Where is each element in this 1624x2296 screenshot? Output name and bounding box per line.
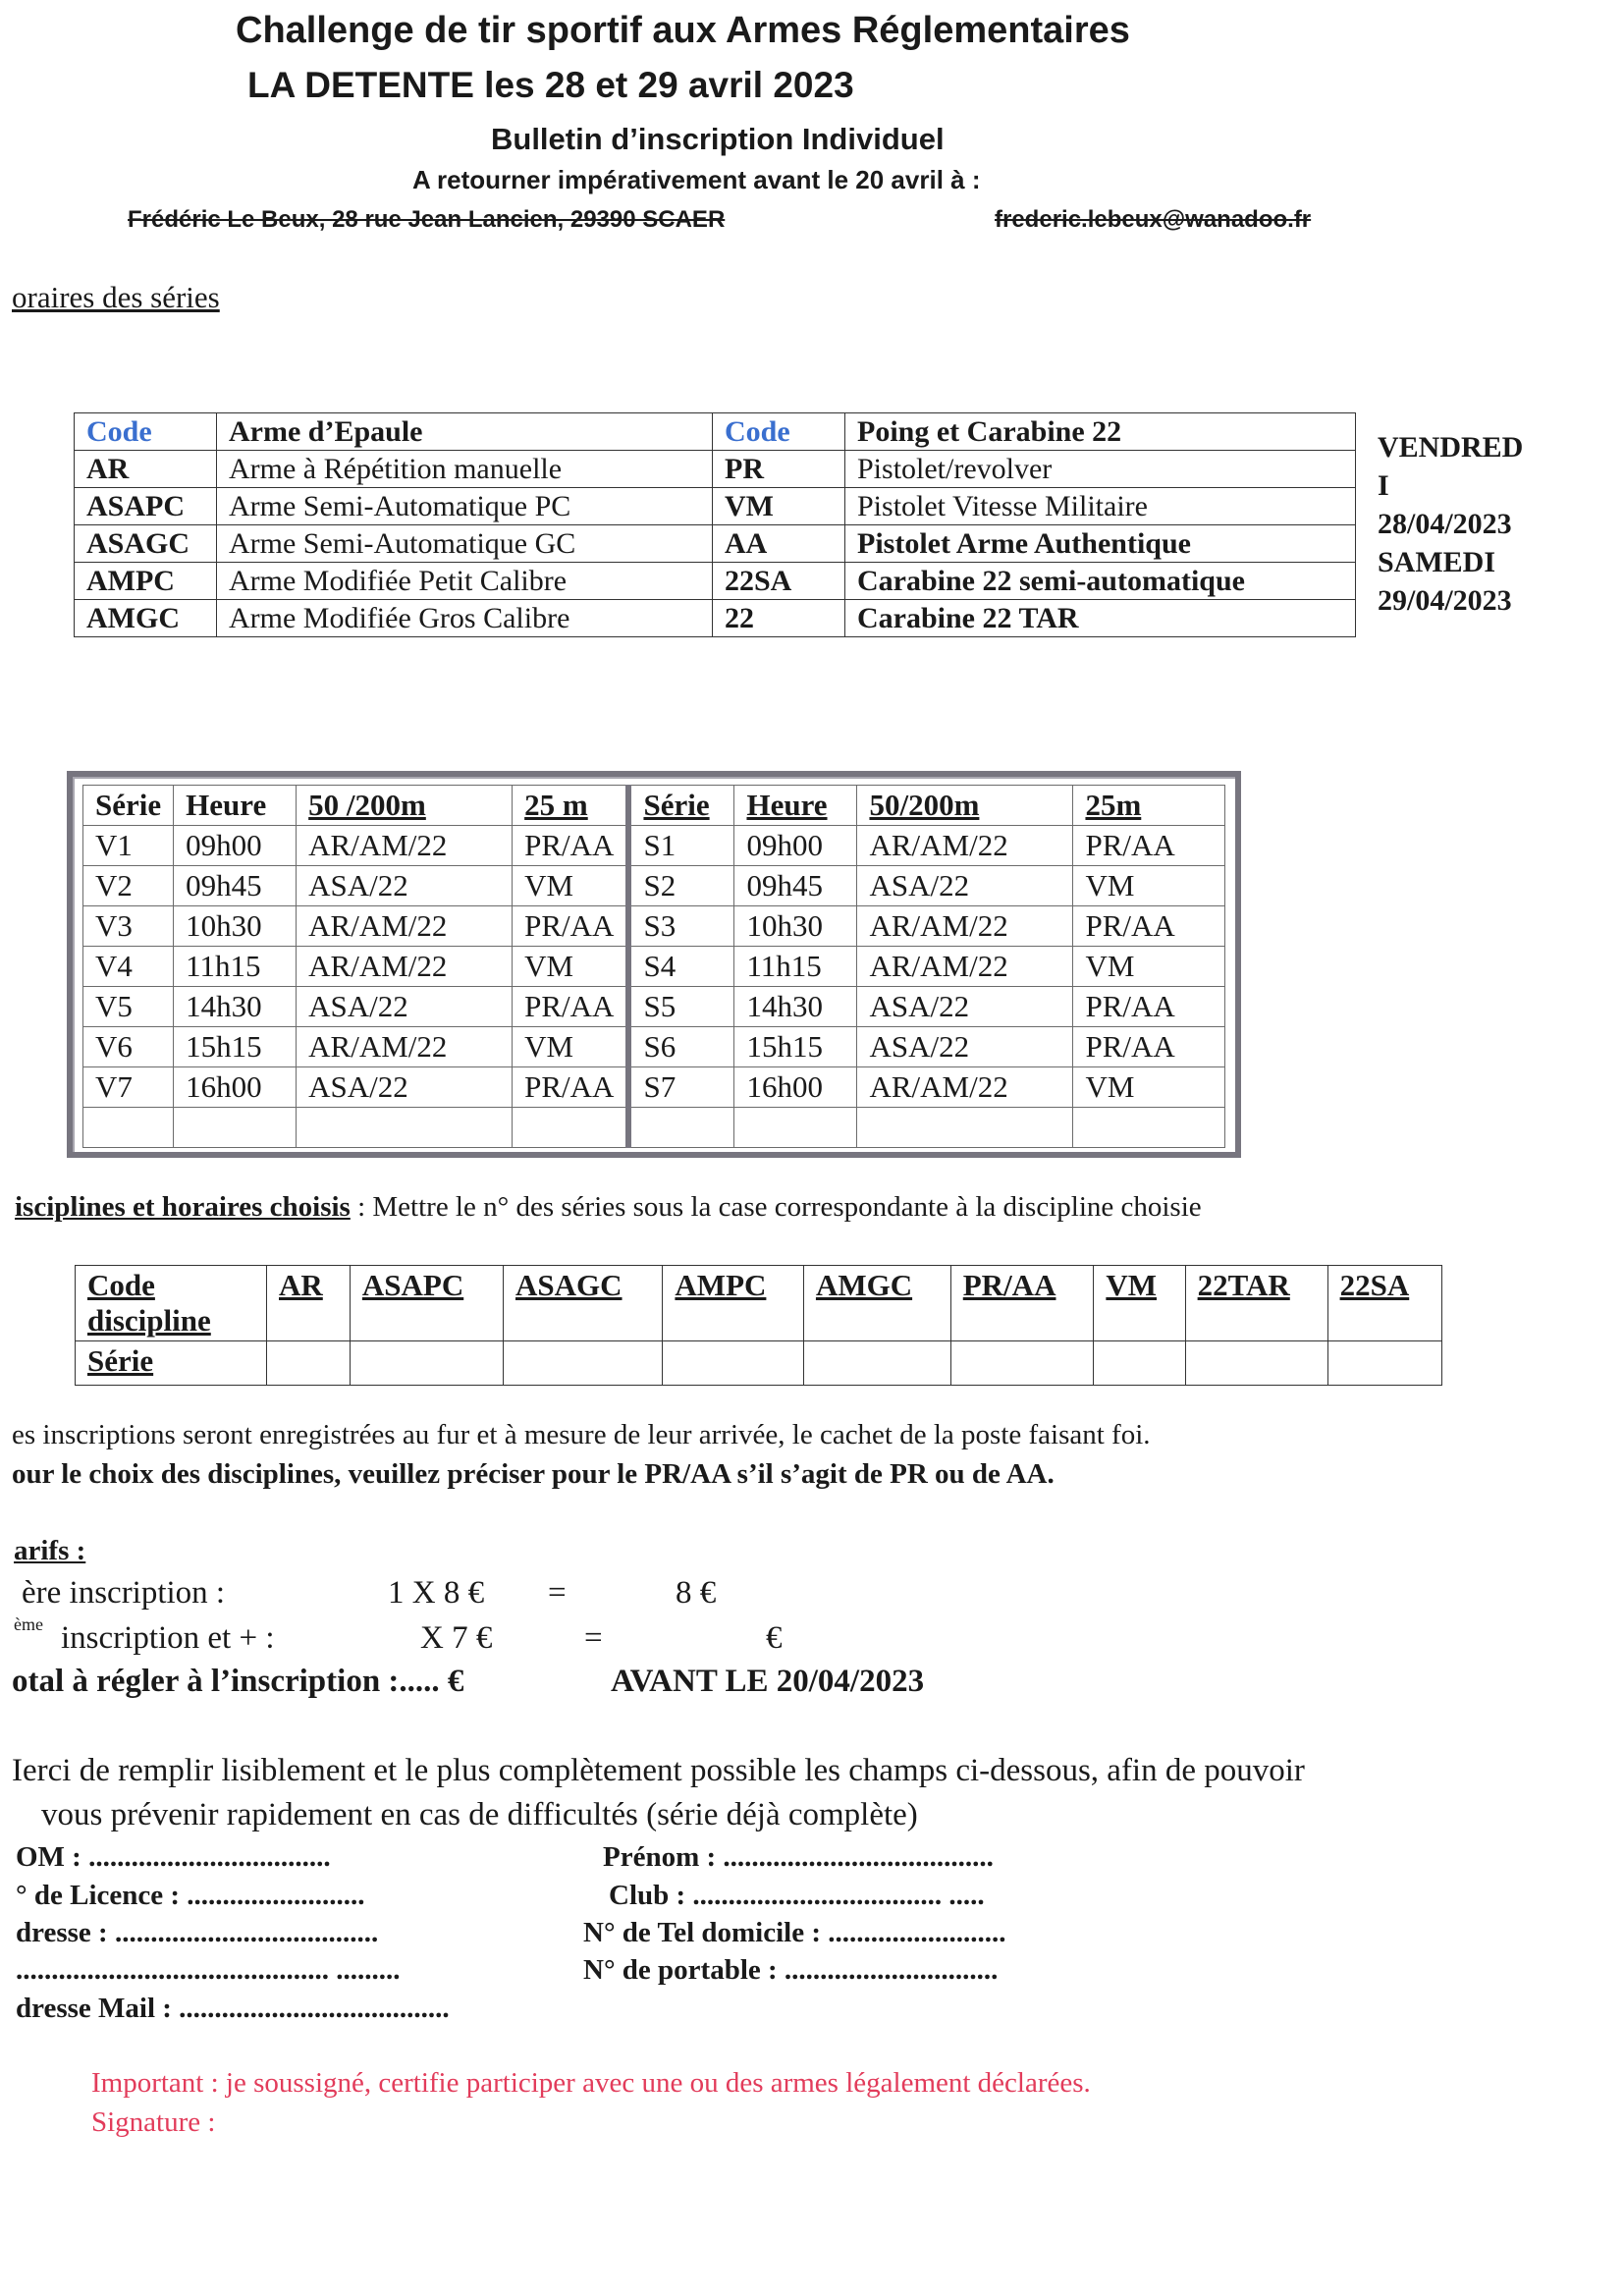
table-row: V1 09h00 AR/AM/22 PR/AA S1 09h00 AR/AM/22 PR/AA bbox=[83, 826, 1225, 866]
organizer-email: frederic.lebeux@wanadoo.fr bbox=[995, 206, 1312, 233]
weapon-cell: Carabine 22 semi-automatique bbox=[845, 563, 1356, 600]
table-row: V4 11h15 AR/AM/22 VM S4 11h15 AR/AM/22 VM bbox=[83, 947, 1225, 987]
tarif-row-1-result: 8 € bbox=[676, 1575, 717, 1611]
serie-input-ampc[interactable] bbox=[663, 1341, 804, 1386]
day-text: I bbox=[1378, 469, 1389, 502]
code-cell: 22 bbox=[713, 600, 845, 637]
tarif-row-1-label: ère inscription : bbox=[22, 1575, 226, 1611]
code-cell: AMPC bbox=[75, 563, 217, 600]
nom-field[interactable]: OM : .................................. bbox=[16, 1841, 331, 1873]
tarif-row-2-calc: X 7 € bbox=[420, 1620, 493, 1656]
code-cell: PR bbox=[713, 451, 845, 488]
weapon-cell: Arme à Répétition manuelle bbox=[217, 451, 713, 488]
tarifs-heading: arifs : bbox=[14, 1535, 86, 1566]
table-header: 25m bbox=[1073, 786, 1225, 826]
tel-domicile-field[interactable]: N° de Tel domicile : ......................... bbox=[583, 1917, 1006, 1948]
portable-field[interactable]: N° de portable : .............................. bbox=[583, 1954, 999, 1986]
organizer-address: Frédéric Le Beux, 28 rue Jean Lancien, 29390 SCAER bbox=[128, 206, 726, 233]
prenom-field[interactable]: Prénom : ...................................... bbox=[603, 1841, 994, 1873]
title-line-2: LA DETENTE les 28 et 29 avril 2023 bbox=[247, 65, 854, 105]
code-cell: AA bbox=[713, 525, 845, 563]
weapon-cell: Arme Semi-Automatique GC bbox=[217, 525, 713, 563]
tarif-row-2-sup: ème bbox=[14, 1614, 43, 1634]
code-cell: VM bbox=[713, 488, 845, 525]
serie-label: Série bbox=[76, 1341, 267, 1386]
total-line: otal à régler à l’inscription :..... € bbox=[12, 1664, 464, 1699]
tarif-row-2-eq: = bbox=[584, 1620, 603, 1656]
table-row bbox=[75, 525, 1356, 563]
table-row: V7 16h00 ASA/22 PR/AA S7 16h00 AR/AM/22 VM bbox=[83, 1067, 1225, 1108]
disciplines-line bbox=[15, 1191, 1202, 1224]
table-row bbox=[75, 600, 1356, 637]
serie-input-asagc[interactable] bbox=[504, 1341, 663, 1386]
day-text: VENDRED bbox=[1378, 431, 1524, 464]
signature-label: Signature : bbox=[91, 2106, 216, 2138]
discipline-header: AR bbox=[267, 1266, 351, 1341]
tarif-row-1-calc: 1 X 8 € bbox=[388, 1575, 485, 1611]
table-header: Arme d’Epaule bbox=[217, 413, 713, 451]
schedule-frame bbox=[67, 771, 1241, 1158]
table-row: V2 09h45 ASA/22 VM S2 09h45 ASA/22 VM bbox=[83, 866, 1225, 906]
licence-field[interactable]: ° de Licence : ......................... bbox=[16, 1880, 365, 1911]
weapon-codes-table bbox=[74, 412, 1356, 637]
code-cell: ASAPC bbox=[75, 488, 217, 525]
table-header: Série bbox=[83, 786, 174, 826]
disciplines-instruction: : Mettre le n° des séries sous la case correspondante à la discipline choisie bbox=[357, 1191, 1202, 1223]
discipline-header: 22SA bbox=[1327, 1266, 1441, 1341]
weapon-cell: Arme Semi-Automatique PC bbox=[217, 488, 713, 525]
table-row bbox=[75, 451, 1356, 488]
table-header: Heure bbox=[734, 786, 857, 826]
table-row-empty bbox=[83, 1108, 1225, 1148]
serie-input-22tar[interactable] bbox=[1185, 1341, 1327, 1386]
disciplines-heading: isciplines et horaires choisis bbox=[15, 1191, 351, 1223]
adresse-line-2-field[interactable]: ............................................ ......... bbox=[16, 1954, 401, 1986]
weapon-cell: Pistolet Arme Authentique bbox=[845, 525, 1356, 563]
table-header: 50 /200m bbox=[297, 786, 513, 826]
table-row: V6 15h15 AR/AM/22 VM S6 15h15 ASA/22 PR/AA bbox=[83, 1027, 1225, 1067]
schedule-table bbox=[82, 785, 1225, 1148]
form-intro-1: Ierci de remplir lisiblement et le plus complètement possible les champs ci-dessous, afin de pouvoir bbox=[12, 1753, 1305, 1788]
table-row bbox=[75, 563, 1356, 600]
code-cell: 22SA bbox=[713, 563, 845, 600]
table-row: V5 14h30 ASA/22 PR/AA S5 14h30 ASA/22 PR/AA bbox=[83, 987, 1225, 1027]
discipline-header: ASAPC bbox=[350, 1266, 503, 1341]
note-line-1: es inscriptions seront enregistrées au fur et à mesure de leur arrivée, le cachet de la poste faisant foi. bbox=[12, 1419, 1151, 1450]
deadline: AVANT LE 20/04/2023 bbox=[611, 1664, 925, 1699]
serie-input-asapc[interactable] bbox=[350, 1341, 503, 1386]
note-line-2: our le choix des disciplines, veuillez préciser pour le PR/AA s’il s’agit de PR ou de AA. bbox=[12, 1458, 1055, 1490]
serie-input-ar[interactable] bbox=[267, 1341, 351, 1386]
table-header-row bbox=[83, 786, 1225, 826]
table-header: Série bbox=[628, 786, 734, 826]
day-date: 29/04/2023 bbox=[1378, 584, 1512, 617]
code-cell: AMGC bbox=[75, 600, 217, 637]
weapon-cell: Arme Modifiée Petit Calibre bbox=[217, 563, 713, 600]
serie-input-amgc[interactable] bbox=[803, 1341, 950, 1386]
serie-input-vm[interactable] bbox=[1094, 1341, 1185, 1386]
table-header: Poing et Carabine 22 bbox=[845, 413, 1356, 451]
day-text: SAMEDI bbox=[1378, 546, 1496, 578]
form-intro-2: vous prévenir rapidement en cas de difficultés (série déjà complète) bbox=[41, 1797, 918, 1832]
table-header: 50/200m bbox=[857, 786, 1073, 826]
table-header: Heure bbox=[174, 786, 297, 826]
discipline-header: 22TAR bbox=[1185, 1266, 1327, 1341]
code-cell: AR bbox=[75, 451, 217, 488]
discipline-header: ASAGC bbox=[504, 1266, 663, 1341]
table-header: Code bbox=[75, 413, 217, 451]
adresse-field[interactable]: dresse : ..................................... bbox=[16, 1917, 379, 1948]
weapon-cell: Carabine 22 TAR bbox=[845, 600, 1356, 637]
subtitle: Bulletin d’inscription Individuel bbox=[491, 122, 945, 156]
important-statement: Important : je soussigné, certifie participer avec une ou des armes légalement déclarées. bbox=[91, 2067, 1091, 2099]
discipline-choice-table bbox=[75, 1265, 1442, 1386]
day-date: 28/04/2023 bbox=[1378, 508, 1512, 540]
discipline-header: PR/AA bbox=[950, 1266, 1094, 1341]
tarif-row-2-label: inscription et + : bbox=[61, 1620, 275, 1656]
discipline-header: VM bbox=[1094, 1266, 1185, 1341]
discipline-header: AMPC bbox=[663, 1266, 804, 1341]
table-row bbox=[75, 488, 1356, 525]
table-header: Code bbox=[713, 413, 845, 451]
table-row: V3 10h30 AR/AM/22 PR/AA S3 10h30 AR/AM/22 PR/AA bbox=[83, 906, 1225, 947]
table-header: 25 m bbox=[513, 786, 629, 826]
code-discipline-label: Code discipline bbox=[76, 1266, 267, 1341]
title-line-1: Challenge de tir sportif aux Armes Réglementaires bbox=[236, 10, 1130, 51]
series-heading: oraires des séries bbox=[12, 280, 220, 314]
return-notice: A retourner impérativement avant le 20 avril à : bbox=[412, 165, 981, 194]
club-field[interactable]: Club : ................................... ..... bbox=[609, 1880, 985, 1911]
tarif-row-1-eq: = bbox=[548, 1575, 567, 1611]
weapon-cell: Pistolet/revolver bbox=[845, 451, 1356, 488]
event-days bbox=[1378, 428, 1523, 620]
email-field[interactable]: dresse Mail : ...................................... bbox=[16, 1993, 450, 2024]
tarif-row-2-result: € bbox=[766, 1620, 783, 1656]
weapon-cell: Pistolet Vitesse Militaire bbox=[845, 488, 1356, 525]
serie-input-pr-aa[interactable] bbox=[950, 1341, 1094, 1386]
discipline-header: AMGC bbox=[803, 1266, 950, 1341]
serie-input-22sa[interactable] bbox=[1327, 1341, 1441, 1386]
weapon-cell: Arme Modifiée Gros Calibre bbox=[217, 600, 713, 637]
code-cell: ASAGC bbox=[75, 525, 217, 563]
